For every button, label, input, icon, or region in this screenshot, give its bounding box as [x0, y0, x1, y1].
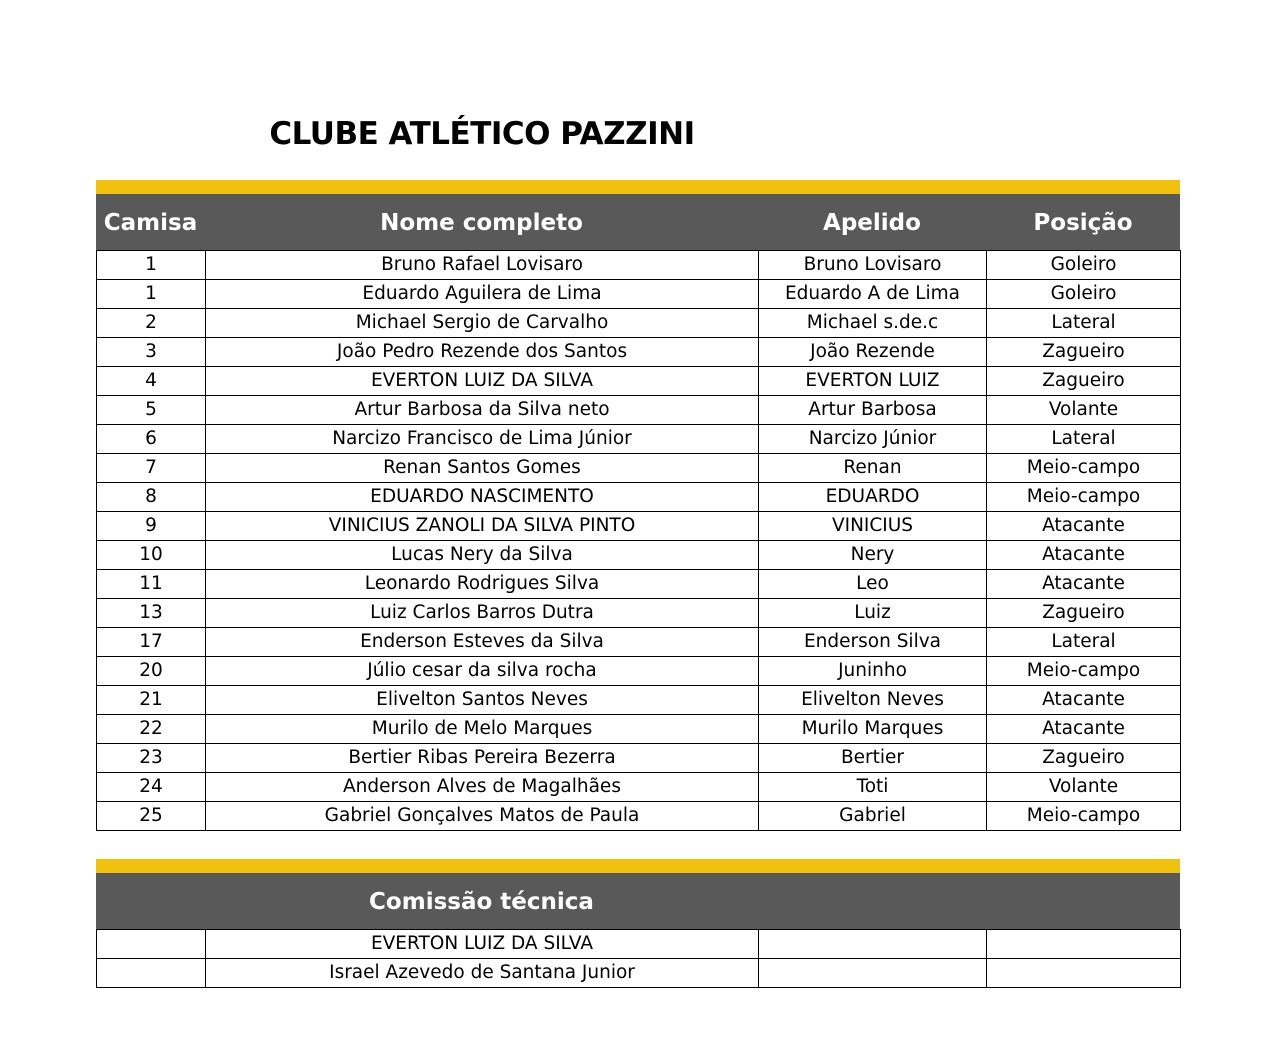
table-row	[97, 396, 1181, 425]
cell-position: Zagueiro	[987, 367, 1181, 396]
cell-shirt: 7	[97, 454, 206, 483]
table-row	[97, 454, 1181, 483]
table-row	[97, 628, 1181, 657]
header-full-name: Nome completo	[380, 210, 583, 236]
cell-nickname: EVERTON LUIZ	[759, 367, 987, 396]
cell-shirt: 21	[97, 686, 206, 715]
cell-nickname: Eduardo A de Lima	[759, 280, 987, 309]
cell-nickname: Gabriel	[759, 802, 987, 831]
cell-nickname: EDUARDO	[759, 483, 987, 512]
cell-position: Meio-campo	[987, 802, 1181, 831]
cell-empty	[987, 959, 1181, 988]
table-row	[97, 512, 1181, 541]
table-row	[97, 541, 1181, 570]
cell-full-name: Elivelton Santos Neves	[206, 686, 759, 715]
cell-shirt: 24	[97, 773, 206, 802]
cell-position: Lateral	[987, 309, 1181, 338]
cell-position: Volante	[987, 396, 1181, 425]
table-row	[97, 802, 1181, 831]
header-nickname: Apelido	[823, 210, 921, 236]
cell-shirt: 20	[97, 657, 206, 686]
cell-nickname: Renan	[759, 454, 987, 483]
cell-nickname: Leo	[759, 570, 987, 599]
cell-shirt: 11	[97, 570, 206, 599]
cell-empty	[97, 959, 206, 988]
cell-position: Meio-campo	[987, 657, 1181, 686]
roster-accent-bar	[96, 180, 1180, 194]
cell-empty	[987, 930, 1181, 959]
table-row	[97, 599, 1181, 628]
cell-nickname: Enderson Silva	[759, 628, 987, 657]
cell-position: Atacante	[987, 512, 1181, 541]
cell-shirt: 23	[97, 744, 206, 773]
cell-full-name: Anderson Alves de Magalhães	[206, 773, 759, 802]
cell-position: Zagueiro	[987, 338, 1181, 367]
cell-full-name: Renan Santos Gomes	[206, 454, 759, 483]
staff-row	[97, 930, 1181, 959]
cell-full-name: Bruno Rafael Lovisaro	[206, 251, 759, 280]
cell-shirt: 1	[97, 251, 206, 280]
sheet-title: CLUBE ATLÉTICO PAZZINI	[269, 116, 695, 152]
cell-position: Zagueiro	[987, 744, 1181, 773]
cell-position: Lateral	[987, 425, 1181, 454]
table-row	[97, 657, 1181, 686]
cell-position: Goleiro	[987, 251, 1181, 280]
cell-full-name: Luiz Carlos Barros Dutra	[206, 599, 759, 628]
table-row	[97, 686, 1181, 715]
cell-position: Goleiro	[987, 280, 1181, 309]
staff-header-row	[96, 873, 1180, 929]
cell-full-name: Lucas Nery da Silva	[206, 541, 759, 570]
cell-staff-name: Israel Azevedo de Santana Junior	[206, 959, 759, 988]
cell-full-name: Leonardo Rodrigues Silva	[206, 570, 759, 599]
cell-shirt: 2	[97, 309, 206, 338]
cell-nickname: Bertier	[759, 744, 987, 773]
staff-accent-bar	[96, 859, 1180, 873]
table-row	[97, 425, 1181, 454]
cell-shirt: 25	[97, 802, 206, 831]
cell-shirt: 10	[97, 541, 206, 570]
cell-nickname: Murilo Marques	[759, 715, 987, 744]
cell-position: Volante	[987, 773, 1181, 802]
table-row	[97, 280, 1181, 309]
table-row	[97, 367, 1181, 396]
cell-empty	[759, 959, 987, 988]
cell-nickname: Juninho	[759, 657, 987, 686]
staff-row	[97, 959, 1181, 988]
roster-table	[96, 250, 1181, 831]
cell-position: Meio-campo	[987, 483, 1181, 512]
cell-full-name: João Pedro Rezende dos Santos	[206, 338, 759, 367]
header-position: Posição	[1033, 210, 1133, 236]
cell-shirt: 9	[97, 512, 206, 541]
cell-shirt: 17	[97, 628, 206, 657]
cell-nickname: Toti	[759, 773, 987, 802]
table-row	[97, 773, 1181, 802]
cell-full-name: Artur Barbosa da Silva neto	[206, 396, 759, 425]
table-row	[97, 570, 1181, 599]
table-row	[97, 309, 1181, 338]
cell-nickname: Nery	[759, 541, 987, 570]
table-row	[97, 715, 1181, 744]
header-shirt: Camisa	[103, 210, 198, 236]
cell-shirt: 13	[97, 599, 206, 628]
cell-nickname: Bruno Lovisaro	[759, 251, 987, 280]
table-row	[97, 483, 1181, 512]
cell-nickname: Luiz	[759, 599, 987, 628]
cell-full-name: Michael Sergio de Carvalho	[206, 309, 759, 338]
table-row	[97, 251, 1181, 280]
cell-shirt: 22	[97, 715, 206, 744]
cell-position: Atacante	[987, 686, 1181, 715]
staff-table	[96, 929, 1181, 988]
cell-nickname: VINICIUS	[759, 512, 987, 541]
cell-staff-name: EVERTON LUIZ DA SILVA	[206, 930, 759, 959]
cell-empty	[97, 930, 206, 959]
cell-position: Atacante	[987, 715, 1181, 744]
cell-full-name: Júlio cesar da silva rocha	[206, 657, 759, 686]
roster-header-row	[96, 194, 1180, 250]
cell-nickname: Elivelton Neves	[759, 686, 987, 715]
table-row	[97, 338, 1181, 367]
cell-full-name: Murilo de Melo Marques	[206, 715, 759, 744]
cell-shirt: 8	[97, 483, 206, 512]
cell-nickname: João Rezende	[759, 338, 987, 367]
cell-position: Zagueiro	[987, 599, 1181, 628]
cell-nickname: Narcizo Júnior	[759, 425, 987, 454]
cell-shirt: 1	[97, 280, 206, 309]
cell-nickname: Artur Barbosa	[759, 396, 987, 425]
cell-full-name: Gabriel Gonçalves Matos de Paula	[206, 802, 759, 831]
cell-shirt: 3	[97, 338, 206, 367]
cell-full-name: Bertier Ribas Pereira Bezerra	[206, 744, 759, 773]
cell-full-name: Eduardo Aguilera de Lima	[206, 280, 759, 309]
cell-empty	[759, 930, 987, 959]
cell-full-name: EVERTON LUIZ DA SILVA	[206, 367, 759, 396]
cell-position: Meio-campo	[987, 454, 1181, 483]
header-staff: Comissão técnica	[369, 889, 594, 915]
cell-nickname: Michael s.de.c	[759, 309, 987, 338]
cell-position: Atacante	[987, 541, 1181, 570]
cell-full-name: Narcizo Francisco de Lima Júnior	[206, 425, 759, 454]
cell-shirt: 5	[97, 396, 206, 425]
cell-full-name: VINICIUS ZANOLI DA SILVA PINTO	[206, 512, 759, 541]
cell-full-name: Enderson Esteves da Silva	[206, 628, 759, 657]
table-row	[97, 744, 1181, 773]
cell-shirt: 6	[97, 425, 206, 454]
cell-full-name: EDUARDO NASCIMENTO	[206, 483, 759, 512]
cell-position: Atacante	[987, 570, 1181, 599]
cell-position: Lateral	[987, 628, 1181, 657]
cell-shirt: 4	[97, 367, 206, 396]
